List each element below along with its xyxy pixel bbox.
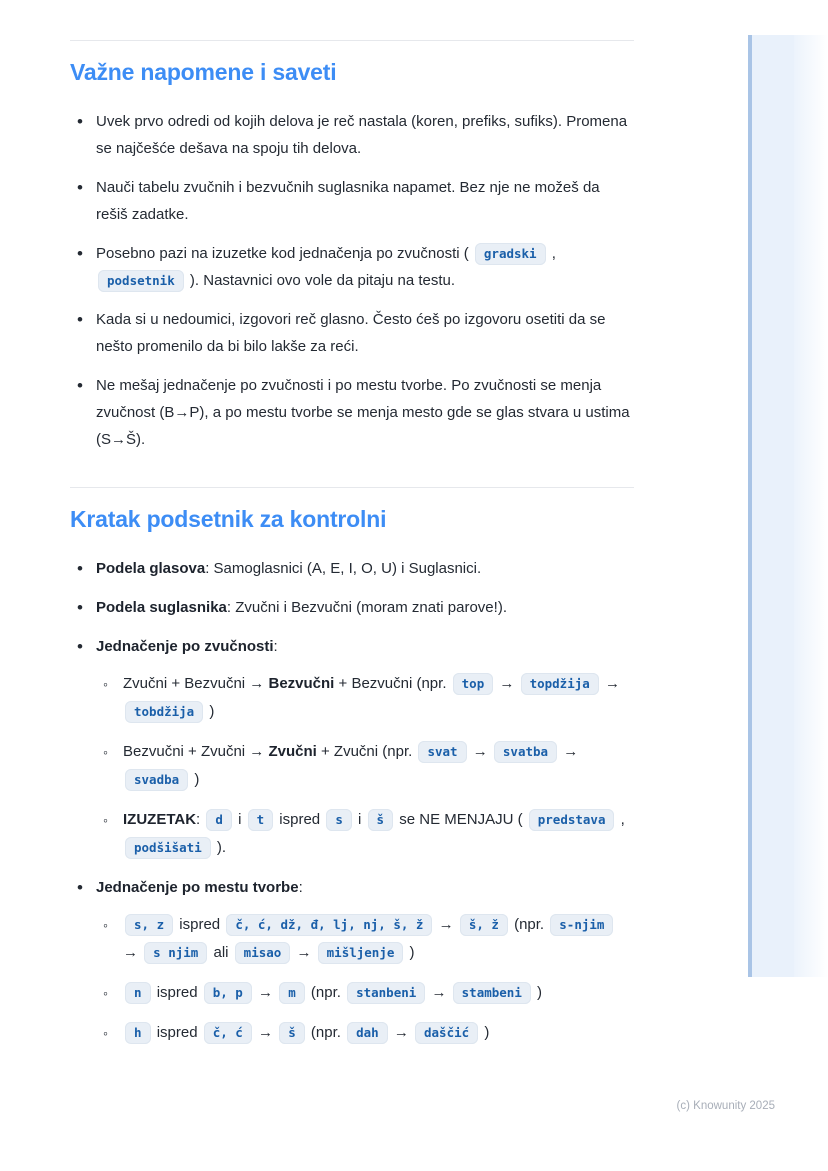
text-run: , [547,245,556,262]
text-run: → [253,1024,278,1041]
bold-text: Zvučni [268,743,317,760]
code-chip: podšišati [125,837,211,859]
text-run: + Bezvučni (npr. [334,675,451,692]
text-run: (npr. [509,916,549,933]
code-chip: svadba [125,769,188,791]
bullet-item [70,240,634,294]
bold-text: IZUZETAK [123,811,197,828]
code-chip: d [206,809,232,831]
text-run: → [600,675,620,692]
document-section [70,40,634,453]
bold-text: Bezvučni [268,675,335,692]
code-chip: š [279,1022,305,1044]
code-chip: t [248,809,274,831]
document-section [70,487,634,1047]
text-run: ali [209,944,233,961]
text-run: → [468,743,492,760]
sections-host [70,40,634,1047]
text-run: ). [212,839,227,856]
text-run: → [292,944,316,961]
bullet-item [70,108,634,162]
text-run: ) [480,1024,490,1041]
footer-copyright: (c) Knowunity 2025 [676,1100,775,1112]
text-run: : [298,879,303,896]
text-run: Kada si u nedoumici, izgovori reč glasno. Često ćeš po izgovoru osetiti da se nešto promenilo da bi bilo lakše za reći. [96,311,606,355]
section-title: Važne napomene i saveti [70,59,337,85]
text-run: : [196,811,205,828]
code-chip: svatba [494,741,557,763]
code-chip: svat [418,741,466,763]
bullet-item [70,372,634,453]
page-edge-fade [794,35,828,977]
bold-text: Jednačenje po mestu tvorbe [96,879,299,896]
code-chip: b, p [204,982,252,1004]
code-chip: č, ć [204,1022,252,1044]
text-run: → [253,984,278,1001]
text-run: → [389,1024,413,1041]
text-run: → [559,743,579,760]
sub-bullet-item [96,670,634,726]
bullet-list [70,108,634,453]
text-run: ispred [175,916,225,933]
code-chip: č, ć, dž, đ, lj, nj, š, ž [226,914,432,936]
bullet-item [70,306,634,360]
code-chip: m [279,982,305,1004]
text-run: → [495,675,519,692]
text-run: ispred [275,811,325,828]
bullet-item [70,174,634,228]
text-run: ) [205,703,215,720]
section-divider [70,40,634,41]
text-run: + Zvučni (npr. [316,743,417,760]
text-run: ispred [152,984,202,1001]
page-edge-strip [748,35,794,977]
code-chip: top [453,673,494,695]
text-run: : Zvučni i Bezvučni (moram znati parove!). [226,599,507,616]
sub-bullet-list [96,670,634,862]
text-run: : Samoglasnici (A, E, I, O, U) i Suglasnici. [205,560,482,577]
text-run: → [123,944,143,961]
text-run: Nauči tabelu zvučnih i bezvučnih suglasnika napamet. Bez nje ne možeš da rešiš zadatke. [96,179,600,223]
text-run: ispred [152,1024,202,1041]
text-run: Uvek prvo odredi od kojih delova je reč nastala (koren, prefiks, sufiks). Promena se najčešće dešava na spoju tih delova. [96,113,628,157]
text-run: Posebno pazi na izuzetke kod jednačenja po zvučnosti ( [96,245,473,262]
text-run: ) [532,984,543,1001]
text-run: Bezvučni + Zvučni → [123,743,269,760]
code-chip: stambeni [453,982,531,1004]
code-chip: dah [347,1022,388,1044]
document-content [70,0,634,1081]
code-chip: stanbeni [347,982,425,1004]
text-run: → [434,916,458,933]
text-run: (npr. [306,984,346,1001]
text-run: se NE MENJAJU ( [395,811,527,828]
text-run: , [616,811,625,828]
text-run: ) [405,944,415,961]
section-divider [70,487,634,488]
code-chip: š [368,809,394,831]
code-chip: s, z [125,914,173,936]
bullet-item [70,555,634,582]
code-chip: š, ž [460,914,508,936]
text-run: (npr. [306,1024,346,1041]
code-chip: gradski [475,243,546,265]
text-run: : [273,638,278,655]
text-run: → [427,984,451,1001]
code-chip: daščić [415,1022,478,1044]
code-chip: misao [235,942,291,964]
code-chip: podsetnik [98,270,184,292]
text-run: i [233,811,246,828]
sub-bullet-item [96,979,634,1007]
code-chip: tobdžija [125,701,203,723]
code-chip: s [326,809,352,831]
code-chip: s njim [144,942,207,964]
bullet-item [70,633,634,862]
code-chip: predstava [529,809,615,831]
sub-bullet-item [96,806,634,862]
bold-text: Podela glasova [96,560,206,577]
sub-bullet-list [96,911,634,1047]
bullet-item [70,874,634,1047]
text-run: Ne mešaj jednačenje po zvučnosti i po mestu tvorbe. Po zvučnosti se menja zvučnost (B→P), a po mestu tvorbe se menja mesto gde se glas stvara u ustima (S→Š). [96,377,630,448]
code-chip: n [125,982,151,1004]
bullet-list [70,555,634,1047]
section-title: Kratak podsetnik za kontrolni [70,506,387,532]
text-run: ). Nastavnici ovo vole da pitaju na testu. [185,272,456,289]
bold-text: Jednačenje po zvučnosti [96,638,274,655]
sub-bullet-item [96,911,634,967]
sub-bullet-item [96,738,634,794]
code-chip: mišljenje [318,942,404,964]
sub-bullet-item [96,1019,634,1047]
text-run: ) [190,771,200,788]
bullet-item [70,594,634,621]
bold-text: Podela suglasnika [96,599,227,616]
text-run: Zvučni + Bezvučni → [123,675,269,692]
code-chip: s-njim [550,914,613,936]
code-chip: topdžija [521,673,599,695]
code-chip: h [125,1022,151,1044]
text-run: i [353,811,366,828]
